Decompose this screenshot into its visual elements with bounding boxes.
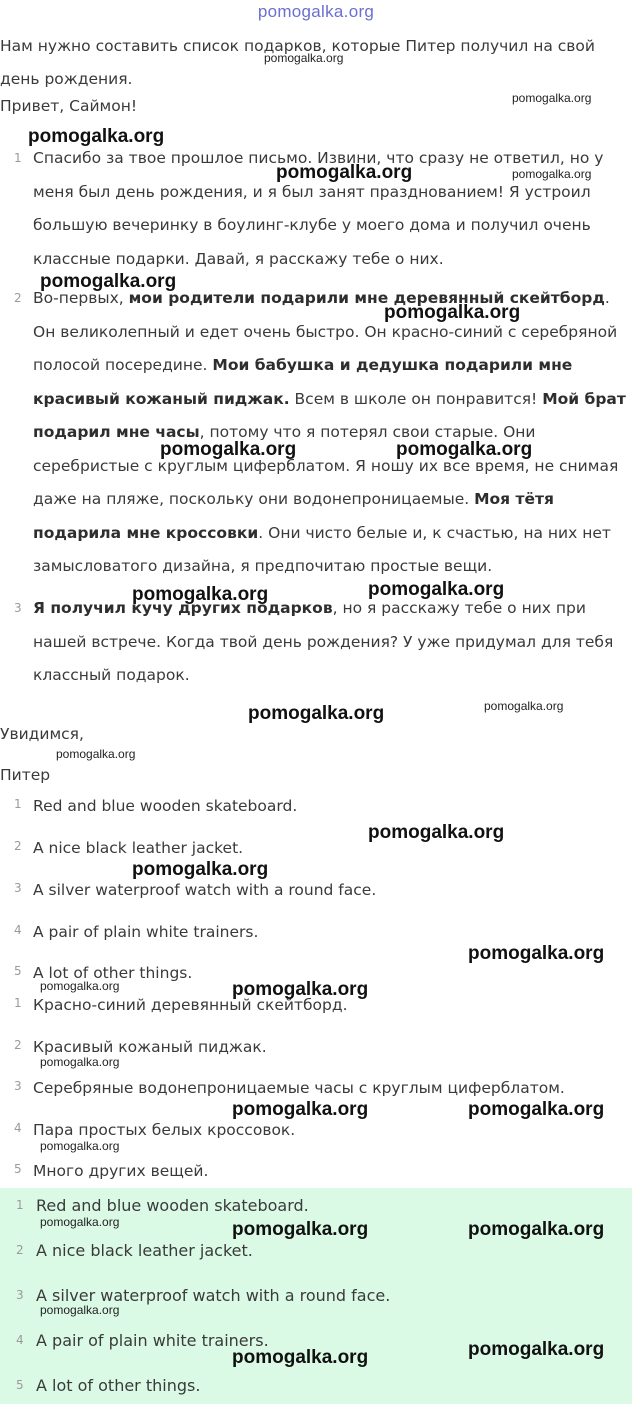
- paragraph-number: 1: [14, 151, 22, 165]
- item-text: A silver waterproof watch with a round face.: [36, 1286, 391, 1305]
- item-text: A pair of plain white trainers.: [36, 1331, 269, 1350]
- item-text: A pair of plain white trainers.: [33, 923, 259, 941]
- highlighted-text-run: Моя тётя подарила мне кроссовки: [33, 490, 554, 542]
- paragraph-number: 2: [14, 291, 22, 305]
- item-text: Пара простых белых кроссовок.: [33, 1121, 296, 1139]
- letter-signature: Питер: [0, 766, 51, 784]
- item-text: Красно-синий деревянный скейтборд.: [33, 996, 348, 1014]
- item-number: 1: [14, 797, 22, 811]
- item-text: A nice black leather jacket.: [36, 1241, 253, 1260]
- list-item: [0, 797, 632, 839]
- highlighted-text-run: Я получил кучу других подарков: [33, 599, 333, 617]
- item-number: 2: [16, 1243, 24, 1257]
- watermark: pomogalka.org: [40, 271, 177, 292]
- watermark: pomogalka.org: [40, 1303, 120, 1317]
- watermark: pomogalka.org: [40, 1055, 120, 1069]
- watermark: pomogalka.org: [512, 91, 592, 105]
- watermark: pomogalka.org: [40, 1139, 120, 1153]
- text-run: . Они чисто белые и, к счастью, на них нет замысловатого дизайна, я предпочитаю простые вещи.: [33, 523, 611, 575]
- watermark: pomogalka.org: [40, 1215, 120, 1229]
- watermark: pomogalka.org: [56, 747, 136, 761]
- highlighted-text-run: Мой брат подарил мне часы: [33, 389, 626, 441]
- letter-paragraph-3: [0, 592, 628, 693]
- watermark: pomogalka.org: [28, 126, 165, 147]
- text-run: . Он великолепный и едет очень быстро. Он красно-синий с серебряной полосой посередине.: [33, 289, 618, 374]
- text-run: Спасибо за твое прошлое письмо. Извини, что сразу не ответил, но у меня был день рождения, и я был занят празднованием! Я устроил большую вечеринку в боулинг-клубе у моего дома и получил очень классные подарки. Давай, я расскажу тебе о них.: [33, 149, 604, 268]
- list-item: [0, 1241, 632, 1286]
- watermark: pomogalka.org: [468, 1219, 605, 1240]
- item-number: 3: [14, 1079, 22, 1093]
- paragraph-text: [33, 282, 628, 584]
- text-run: Во-первых,: [33, 289, 129, 307]
- text-run: Всем в школе он понравится!: [289, 389, 543, 408]
- watermark: pomogalka.org: [276, 162, 413, 183]
- watermark: pomogalka.org: [232, 1347, 369, 1368]
- list-item: [0, 881, 632, 923]
- watermark: pomogalka.org: [468, 1339, 605, 1360]
- list-item: [0, 839, 632, 881]
- letter-closing: Увидимся,: [0, 725, 84, 743]
- list-item: [0, 996, 632, 1038]
- item-text: A nice black leather jacket.: [33, 839, 244, 857]
- watermark: pomogalka.org: [396, 439, 533, 460]
- item-text: Много других вещей.: [33, 1162, 209, 1180]
- watermark: pomogalka.org: [384, 302, 521, 323]
- item-number: 1: [16, 1198, 24, 1212]
- russian-gift-list: [0, 996, 632, 1192]
- list-item: [0, 1376, 632, 1421]
- item-number: 3: [14, 881, 22, 895]
- watermark: pomogalka.org: [512, 167, 592, 181]
- item-number: 5: [16, 1378, 24, 1392]
- watermark: pomogalka.org: [160, 439, 297, 460]
- watermark: pomogalka.org: [132, 859, 269, 880]
- paragraph-text: [33, 592, 628, 693]
- letter-paragraph-2: [0, 282, 628, 584]
- item-number: 5: [14, 1162, 22, 1176]
- text-run: , но я расскажу тебе о них при нашей встрече. Когда твой день рождения? У уже придумал для тебя классный подарок.: [33, 599, 614, 684]
- letter-greeting: Привет, Саймон!: [0, 97, 138, 115]
- highlighted-text-run: мои родители подарили мне деревянный скейтборд: [128, 289, 605, 307]
- watermark: pomogalka.org: [264, 51, 344, 65]
- highlighted-text-run: Мои бабушка и дедушка подарили мне красивый кожаный пиджак.: [33, 356, 573, 408]
- item-number: 4: [16, 1333, 24, 1347]
- watermark: pomogalka.org: [232, 1099, 369, 1120]
- item-text: A lot of other things.: [36, 1376, 201, 1395]
- paragraph-number: 3: [14, 601, 22, 615]
- watermark: pomogalka.org: [468, 1099, 605, 1120]
- watermark: pomogalka.org: [484, 699, 564, 713]
- item-number: 2: [14, 1038, 22, 1052]
- watermark: pomogalka.org: [232, 979, 369, 1000]
- english-gift-list: [0, 797, 632, 996]
- item-text: A silver waterproof watch with a round face.: [33, 881, 377, 899]
- site-watermark-top: pomogalka.org: [257, 2, 375, 21]
- item-number: 1: [14, 996, 22, 1010]
- watermark: pomogalka.org: [368, 822, 505, 843]
- item-text: Red and blue wooden skateboard.: [36, 1196, 309, 1215]
- item-number: 4: [14, 923, 22, 937]
- text-run: , потому что я потерял свои старые. Они серебристые с круглым циферблатом. Я ношу их все время, не снимая даже на пляже, поскольку они водонепроницаемые.: [33, 423, 619, 508]
- watermark: pomogalka.org: [40, 979, 120, 993]
- item-text: Красивый кожаный пиджак.: [33, 1038, 267, 1056]
- item-number: 4: [14, 1121, 22, 1135]
- item-text: A lot of other things.: [33, 964, 193, 982]
- watermark: pomogalka.org: [468, 943, 605, 964]
- item-number: 5: [14, 964, 22, 978]
- item-number: 3: [16, 1288, 24, 1302]
- watermark: pomogalka.org: [232, 1219, 369, 1240]
- item-number: 2: [14, 839, 22, 853]
- item-text: Серебряные водонепроницаемые часы с круглым циферблатом.: [33, 1079, 565, 1097]
- watermark: pomogalka.org: [368, 579, 505, 600]
- task-instruction: Нам нужно составить список подарков, которые Питер получил на свой день рождения.: [0, 37, 595, 88]
- item-text: Red and blue wooden skateboard.: [33, 797, 298, 815]
- watermark: pomogalka.org: [248, 703, 385, 724]
- watermark: pomogalka.org: [132, 584, 269, 605]
